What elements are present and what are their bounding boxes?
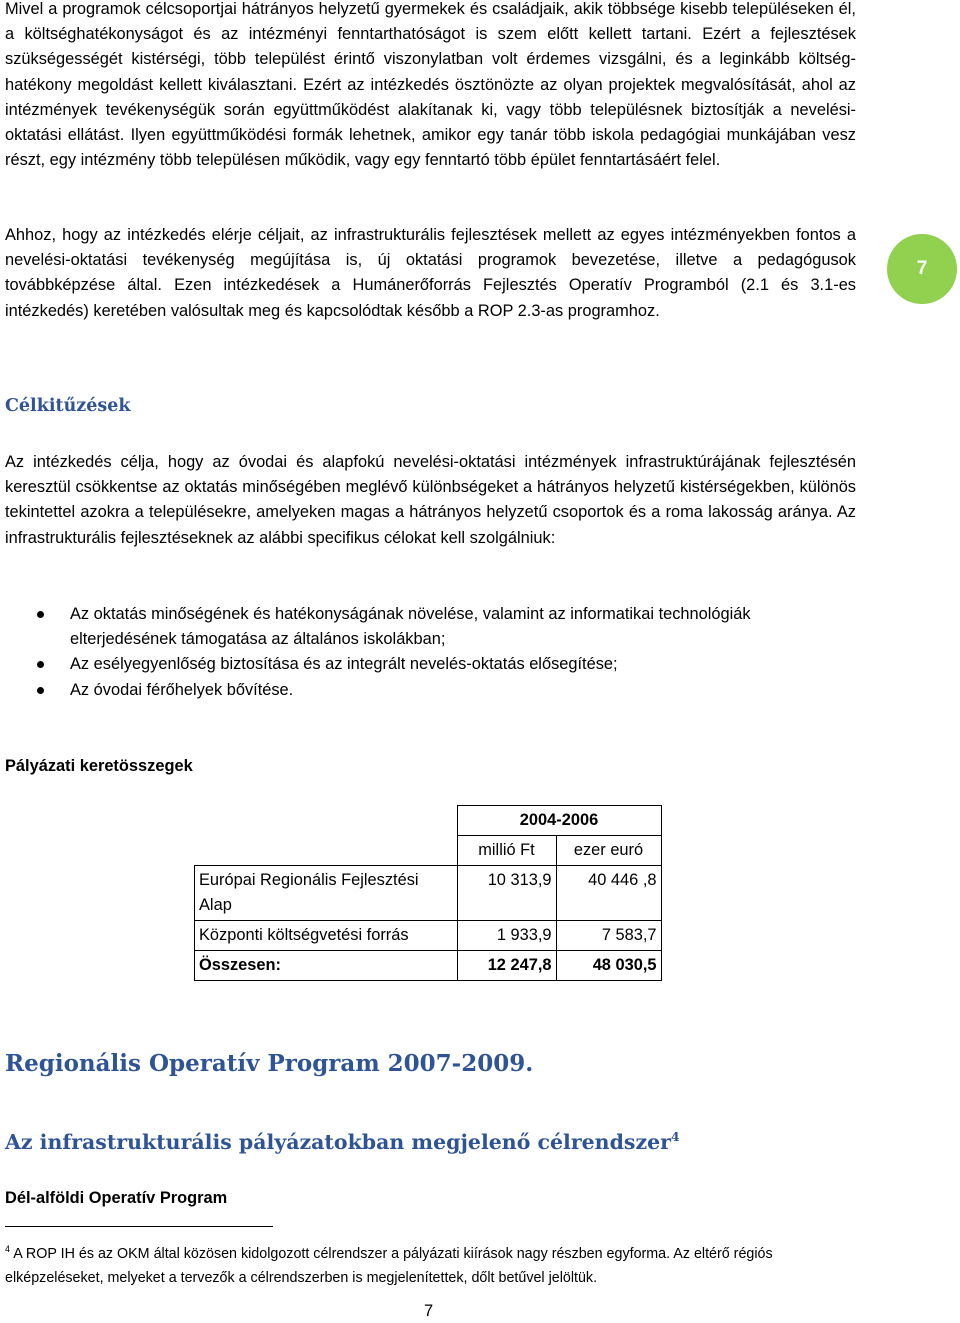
footnote-text: A ROP IH és az OKM által közösen kidolgozott célrendszer a pályázati kiírások nagy részben egyforma. Az eltérő régiós elképzeléseket, melyeket a tervezők a célrendszerben is megjelenítettek, dőlt betűvel jelöltük. (5, 1245, 773, 1286)
goals-list (0, 602, 856, 703)
target-system-heading (5, 1129, 680, 1154)
period-header: 2004-2006 (457, 806, 661, 836)
intro-paragraph: Mivel a programok célcsoportjai hátrányos helyzetű gyermekek és családjaik, akik többsége kisebb településeken él, a költséghatékonyságot és az intézményi fenntarthatóságot is szem előtt kellett tartani. Ezért a fejlesztések szükségességét kistérségi, több települést érintő viszonylatban volt érdemes vizsgálni, és a leginkább költség-hatékony megoldást kellett kiválasztani. Ezért az intézkedés ösztönözte az olyan projektek megvalósítását, ahol az intézmények tevékenységük során együttműködést alakítanak ki, vagy több településnek biztosítják a nevelési-oktatási ellátást. Ilyen együttműködési formák lehetnek, amikor egy tanár több iskola pedagógiai munkájában vesz részt, egy intézmény több településen működik, vagy egy fenntartó több épület fenntartásáért felel. (5, 0, 856, 170)
footnote-marker: 4 (5, 1244, 11, 1254)
page-badge: 7 (887, 234, 957, 304)
goals-paragraph: Az intézkedés célja, hogy az óvodai és alapfokú nevelési-oktatási intézmények infrastruktúrájának fejlesztésén keresztül csökkentse az oktatás minőségében meglévő különbségeket a hátrányos helyzetű kistérségekben, különös tekintettel azokra a településekre, amelyeken magas a hátrányos helyzetű csoportok és a roma lakosság aránya. Az infrastrukturális fejlesztéseknek az alábbi specifikus célokat kell szolgálniuk: (5, 453, 856, 547)
list-item: Az óvodai férőhelyek bővítése. (0, 678, 856, 703)
footnote (5, 1237, 845, 1290)
column-header-huf: millió Ft (457, 836, 556, 866)
page-number: 7 (424, 1302, 434, 1320)
value-eur: 40 446 ,8 (556, 866, 661, 921)
list-item: Az esélyegyenlőség biztosítása és az integrált nevelés-oktatás elősegítése; (0, 652, 856, 677)
value-huf: 10 313,9 (457, 866, 556, 921)
goals-heading: Célkitűzések (5, 396, 131, 416)
value-huf: 1 933,9 (457, 921, 556, 951)
total-eur: 48 030,5 (556, 951, 661, 981)
funding-heading: Pályázati keretösszegek (5, 757, 193, 775)
table-row (195, 806, 662, 836)
funding-table (194, 805, 662, 981)
row-label: Európai Regionális Fejlesztési Alap (195, 866, 458, 921)
row-label: Központi költségvetési forrás (195, 921, 458, 951)
column-header-eur: ezer euró (556, 836, 661, 866)
table-row (195, 866, 662, 921)
rop-heading: Regionális Operatív Program 2007-2009. (5, 1050, 534, 1077)
footnote-divider (5, 1226, 273, 1227)
table-cell (195, 836, 458, 866)
hrd-paragraph: Ahhoz, hogy az intézkedés elérje céljait, az infrastrukturális fejlesztések mellett az egyes intézményekben fontos a nevelési-oktatási tevékenység megújítása is, új oktatási programok bevezetése, illetve a pedagógusok továbbképzése által. Ezen intézkedések a Humánerőforrás Fejlesztés Operatív Programból (2.1 és 3.1-es intézkedés) keretében valósultak meg és kapcsolódtak később a ROP 2.3-as programhoz. (5, 226, 856, 320)
total-huf: 12 247,8 (457, 951, 556, 981)
list-item: Az oktatás minőségének és hatékonyságának növelése, valamint az informatikai technológiák elterjedésének támogatása az általános iskolákban; (0, 602, 856, 652)
table-row (195, 836, 662, 866)
table-row (195, 921, 662, 951)
target-system-heading-text: Az infrastrukturális pályázatokban megjelenő célrendszer (5, 1129, 671, 1154)
program-subheading: Dél-alföldi Operatív Program (5, 1189, 228, 1207)
table-cell (195, 806, 458, 836)
total-label: Összesen: (195, 951, 458, 981)
value-eur: 7 583,7 (556, 921, 661, 951)
footnote-ref: 4 (670, 1129, 680, 1144)
table-row-total (195, 951, 662, 981)
